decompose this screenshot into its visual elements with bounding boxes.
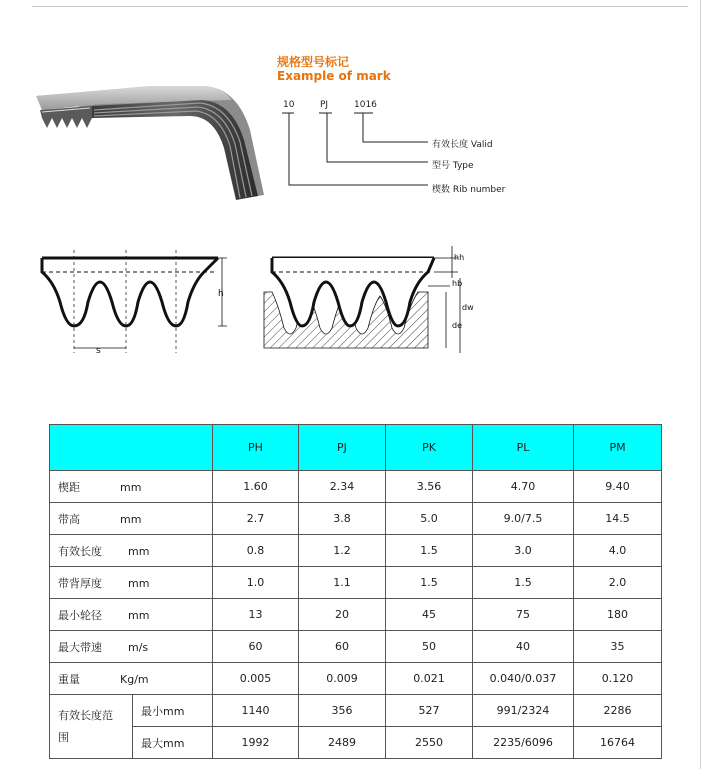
header-cell: PH: [213, 425, 299, 471]
table-cell: 14.5: [574, 503, 662, 535]
row-label-cell: [50, 503, 213, 535]
table-cell: 2.0: [574, 567, 662, 599]
row-label-cell: [50, 599, 213, 631]
label-type: 型号 Type: [432, 161, 474, 171]
row-unit: mm: [128, 576, 150, 590]
label-dw: dw: [462, 303, 474, 312]
label-valid: 有效长度 Valid: [432, 140, 493, 150]
table-row: [50, 567, 662, 599]
table-cell: 0.040/0.037: [473, 663, 574, 695]
table-cell: 9.0/7.5: [473, 503, 574, 535]
table-cell: 1.2: [299, 535, 386, 567]
table-cell: 13: [213, 599, 299, 631]
table-row: [50, 471, 662, 503]
table-cell: 991/2324: [473, 695, 574, 727]
mark-title-en: Example of mark: [277, 69, 391, 83]
row-unit: mm: [128, 544, 150, 558]
range-name-line2: 围: [58, 730, 69, 744]
table-cell: 1.5: [386, 567, 473, 599]
range-min-label: 最小mm: [133, 695, 213, 727]
row-unit: mm: [120, 512, 142, 526]
label-rib-number: 楔数 Rib number: [432, 185, 506, 195]
table-cell: 0.021: [386, 663, 473, 695]
row-label-cell: [50, 535, 213, 567]
row-label-cell: [50, 471, 213, 503]
table-cell: 75: [473, 599, 574, 631]
table-cell: 2286: [574, 695, 662, 727]
belt-profile-left: [42, 250, 227, 353]
table-row: [50, 503, 662, 535]
table-cell: 4.0: [574, 535, 662, 567]
table-cell: 1.60: [213, 471, 299, 503]
table-cell: 50: [386, 631, 473, 663]
table-cell: 1.5: [473, 567, 574, 599]
table-cell: 3.0: [473, 535, 574, 567]
row-name: 重量: [58, 672, 80, 686]
range-name-cell: [50, 695, 133, 759]
table-row: [50, 663, 662, 695]
table-row: [50, 599, 662, 631]
header-cell: PL: [473, 425, 574, 471]
table-cell: 1140: [213, 695, 299, 727]
table-cell: 0.120: [574, 663, 662, 695]
row-unit: Kg/m: [120, 672, 149, 686]
header-cell-blank: [50, 425, 213, 471]
label-s: s: [96, 346, 101, 356]
table-cell: 0.005: [213, 663, 299, 695]
table-cell: 0.009: [299, 663, 386, 695]
label-hh: hh: [454, 253, 465, 262]
table-row-range-min: [50, 695, 662, 727]
table-cell: 1992: [213, 727, 299, 759]
row-name: 楔距: [58, 480, 80, 494]
table-cell: 60: [299, 631, 386, 663]
table-cell: 527: [386, 695, 473, 727]
header-cell: PJ: [299, 425, 386, 471]
table-cell: 60: [213, 631, 299, 663]
belt-profile-right: [264, 246, 463, 353]
table-cell: 1.1: [299, 567, 386, 599]
row-name: 有效长度: [58, 544, 102, 558]
spec-table: [49, 424, 662, 759]
table-cell: 2.34: [299, 471, 386, 503]
table-row-range-max: [50, 727, 662, 759]
table-cell: 2235/6096: [473, 727, 574, 759]
row-unit: m/s: [128, 640, 149, 654]
row-name: 带背厚度: [58, 576, 102, 590]
belt-profile-diagram: [32, 238, 472, 363]
table-cell: 9.40: [574, 471, 662, 503]
table-cell: 2550: [386, 727, 473, 759]
row-unit: mm: [120, 480, 142, 494]
code-ribs: 10: [283, 100, 295, 110]
range-max-label: 最大mm: [133, 727, 213, 759]
table-cell: 1.5: [386, 535, 473, 567]
table-row: [50, 535, 662, 567]
row-name: 带高: [58, 512, 80, 526]
code-length: 1016: [354, 100, 377, 110]
code-type: PJ: [320, 100, 329, 110]
header-cell: PK: [386, 425, 473, 471]
table-cell: 1.0: [213, 567, 299, 599]
label-hb: hb: [452, 279, 463, 288]
table-cell: 16764: [574, 727, 662, 759]
table-cell: 40: [473, 631, 574, 663]
row-unit: mm: [128, 608, 150, 622]
table-cell: 356: [299, 695, 386, 727]
label-de: de: [452, 321, 462, 330]
table-row: [50, 631, 662, 663]
row-label-cell: [50, 631, 213, 663]
table-cell: 5.0: [386, 503, 473, 535]
table-cell: 4.70: [473, 471, 574, 503]
table-header-row: [50, 425, 662, 471]
table-cell: 2.7: [213, 503, 299, 535]
table-cell: 3.56: [386, 471, 473, 503]
mark-leader-lines: [0, 0, 707, 220]
row-name: 最小轮径: [58, 608, 102, 622]
mark-title-cn: 规格型号标记: [277, 55, 350, 69]
table-cell: 35: [574, 631, 662, 663]
table-cell: 45: [386, 599, 473, 631]
row-name: 最大带速: [58, 640, 102, 654]
table-cell: 0.8: [213, 535, 299, 567]
table-cell: 3.8: [299, 503, 386, 535]
table-cell: 20: [299, 599, 386, 631]
table-cell: 2489: [299, 727, 386, 759]
table-cell: 180: [574, 599, 662, 631]
label-h: h: [218, 289, 224, 299]
range-name-line1: 有效长度范: [58, 708, 113, 722]
row-label-cell: [50, 663, 213, 695]
header-cell: PM: [574, 425, 662, 471]
row-label-cell: [50, 567, 213, 599]
